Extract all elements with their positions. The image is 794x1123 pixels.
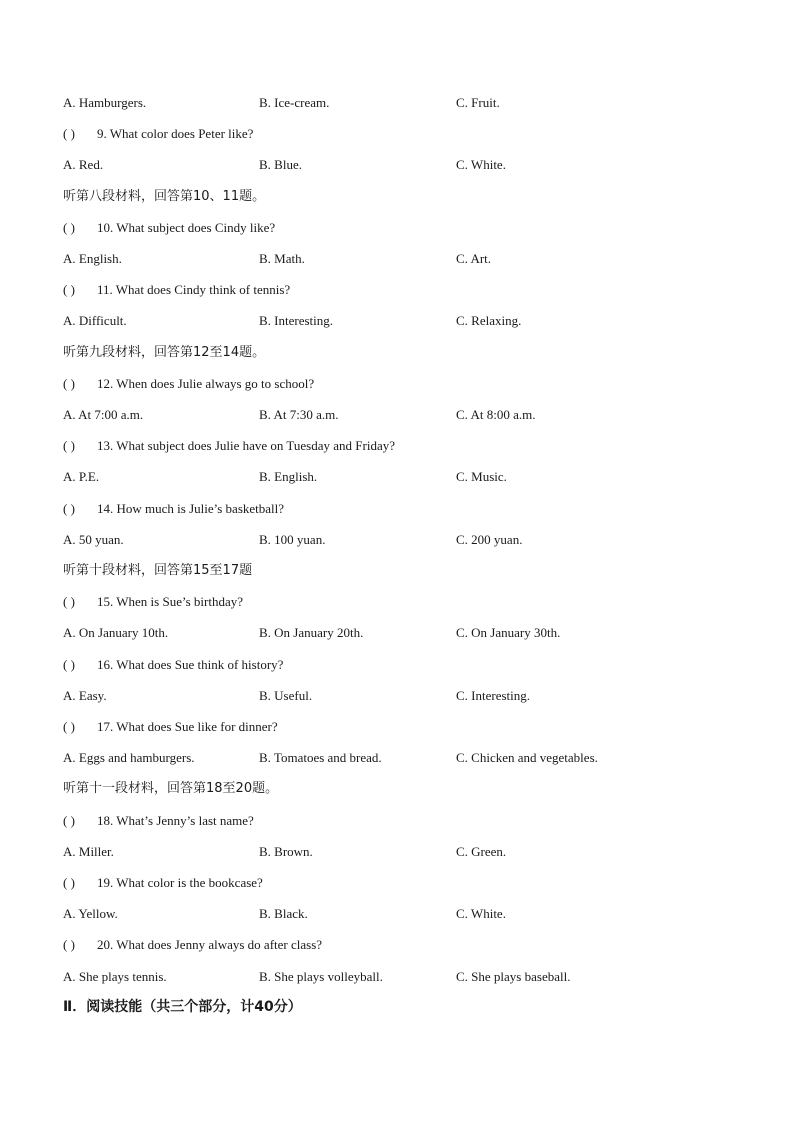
option-b: B. Interesting. bbox=[259, 313, 334, 328]
question-line bbox=[63, 220, 275, 236]
question-text: 14. How much is Julie’s basketball? bbox=[97, 501, 285, 516]
option-b: B. She plays volleyball. bbox=[259, 969, 383, 984]
question-line bbox=[63, 719, 278, 735]
option-b: B. Math. bbox=[259, 251, 305, 266]
question-line bbox=[63, 813, 254, 829]
option-c: C. 200 yuan. bbox=[456, 532, 523, 547]
answer-blank: ( ) bbox=[63, 719, 75, 734]
answer-blank: ( ) bbox=[63, 438, 75, 453]
option-c: C. Fruit. bbox=[456, 95, 500, 110]
option-a: A. On January 10th. bbox=[63, 625, 169, 640]
answer-blank: ( ) bbox=[63, 220, 75, 235]
question-line bbox=[63, 438, 395, 454]
question-text: 12. When does Julie always go to school? bbox=[97, 376, 315, 391]
section-instruction: 听第八段材料，回答第10、11题。 bbox=[63, 189, 266, 204]
question-line bbox=[63, 875, 263, 891]
option-a: A. Difficult. bbox=[63, 313, 127, 328]
question-line bbox=[63, 126, 253, 142]
option-c: C. Chicken and vegetables. bbox=[456, 750, 598, 765]
question-text: 17. What does Sue like for dinner? bbox=[97, 719, 278, 734]
answer-blank: ( ) bbox=[63, 376, 75, 391]
answer-blank: ( ) bbox=[63, 594, 75, 609]
option-a: A. P.E. bbox=[63, 469, 100, 484]
answer-blank: ( ) bbox=[63, 657, 75, 672]
option-c: C. On January 30th. bbox=[456, 625, 561, 640]
question-text: 10. What subject does Cindy like? bbox=[97, 220, 276, 235]
option-b: B. Ice-cream. bbox=[259, 95, 330, 110]
option-a: A. Easy. bbox=[63, 688, 107, 703]
option-c: C. At 8:00 a.m. bbox=[456, 407, 536, 422]
option-b: B. On January 20th. bbox=[259, 625, 364, 640]
option-c: C. Relaxing. bbox=[456, 313, 522, 328]
option-a: A. Yellow. bbox=[63, 906, 118, 921]
option-b: B. Black. bbox=[259, 906, 308, 921]
option-c: C. She plays baseball. bbox=[456, 969, 571, 984]
option-a: A. Red. bbox=[63, 157, 104, 172]
option-b: B. Brown. bbox=[259, 844, 313, 859]
section-instruction: 听第十段材料，回答第15至17题 bbox=[63, 563, 253, 578]
option-c: C. Green. bbox=[456, 844, 507, 859]
part-title: Ⅱ．阅读技能（共三个部分，计40分） bbox=[63, 999, 302, 1015]
question-text: 11. What does Cindy think of tennis? bbox=[97, 282, 291, 297]
option-b: B. Blue. bbox=[259, 157, 302, 172]
option-a: A. Hamburgers. bbox=[63, 95, 147, 110]
option-a: A. Eggs and hamburgers. bbox=[63, 750, 195, 765]
option-b: B. At 7:30 a.m. bbox=[259, 407, 339, 422]
answer-blank: ( ) bbox=[63, 875, 75, 890]
option-a: A. She plays tennis. bbox=[63, 969, 167, 984]
answer-blank: ( ) bbox=[63, 282, 75, 297]
question-line bbox=[63, 657, 283, 673]
option-c: C. White. bbox=[456, 906, 506, 921]
option-b: B. Useful. bbox=[259, 688, 313, 703]
option-b: B. English. bbox=[259, 469, 318, 484]
option-b: B. Tomatoes and bread. bbox=[259, 750, 382, 765]
answer-blank: ( ) bbox=[63, 126, 75, 141]
answer-blank: ( ) bbox=[63, 813, 75, 828]
answer-blank: ( ) bbox=[63, 937, 75, 952]
question-line bbox=[63, 376, 314, 392]
option-c: C. Music. bbox=[456, 469, 507, 484]
option-b: B. 100 yuan. bbox=[259, 532, 326, 547]
question-line bbox=[63, 937, 322, 953]
option-a: A. English. bbox=[63, 251, 122, 266]
option-c: C. Art. bbox=[456, 251, 492, 266]
question-text: 9. What color does Peter like? bbox=[97, 126, 254, 141]
answer-blank: ( ) bbox=[63, 501, 75, 516]
question-line bbox=[63, 282, 290, 298]
option-c: C. White. bbox=[456, 157, 506, 172]
question-text: 19. What color is the bookcase? bbox=[97, 875, 263, 890]
question-text: 13. What subject does Julie have on Tuesday and Friday? bbox=[97, 438, 395, 453]
option-a: A. Miller. bbox=[63, 844, 114, 859]
section-instruction: 听第十一段材料，回答第18至20题。 bbox=[63, 781, 279, 796]
question-text: 15. When is Sue’s birthday? bbox=[97, 594, 243, 609]
question-text: 20. What does Jenny always do after class? bbox=[97, 937, 323, 952]
question-text: 18. What’s Jenny’s last name? bbox=[97, 813, 254, 828]
question-text: 16. What does Sue think of history? bbox=[97, 657, 284, 672]
option-a: A. 50 yuan. bbox=[63, 532, 124, 547]
question-line bbox=[63, 594, 243, 610]
option-a: A. At 7:00 a.m. bbox=[63, 407, 144, 422]
option-c: C. Interesting. bbox=[456, 688, 531, 703]
section-instruction: 听第九段材料，回答第12至14题。 bbox=[63, 345, 266, 360]
question-line bbox=[63, 501, 284, 517]
